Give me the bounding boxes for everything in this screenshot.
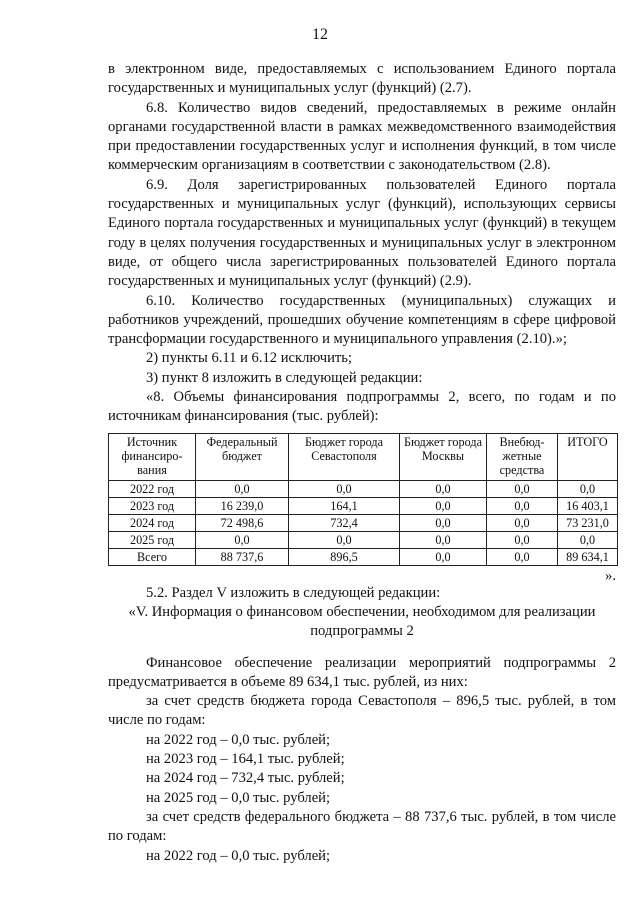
table-cell: 0,0: [196, 480, 289, 497]
table-cell: 0,0: [487, 497, 558, 514]
paragraph: в электронном виде, предоставляемых с использованием Единого портала государственных и муниципальных услуг (функций) (2.7).: [108, 61, 616, 97]
table-cell: 16 403,1: [558, 497, 618, 514]
table-cell: 0,0: [558, 531, 618, 548]
paragraph: за счет средств федерального бюджета – 88 737,6 тыс. рублей, в том числе по годам:: [108, 808, 616, 845]
year-item: на 2025 год – 0,0 тыс. рублей;: [146, 789, 331, 806]
table-cell: 0,0: [289, 531, 400, 548]
paragraph: 3) пункт 8 изложить в следующей редакции:: [146, 369, 423, 386]
year-item: на 2022 год – 0,0 тыс. рублей;: [146, 847, 331, 864]
table-cell: 73 231,0: [558, 514, 618, 531]
table-cell: 16 239,0: [196, 497, 289, 514]
paragraph: 2) пункты 6.11 и 6.12 исключить;: [146, 350, 352, 367]
table-row: [109, 531, 618, 548]
table-cell: 0,0: [400, 480, 487, 497]
table-closing-quote: ».: [605, 567, 616, 584]
table-cell: Всего: [109, 548, 196, 565]
table-cell: 896,5: [289, 548, 400, 565]
table-header-cell: Бюджет города Севастополя: [289, 433, 400, 480]
table-header-cell: Федеральный бюджет: [196, 433, 289, 480]
year-item: на 2022 год – 0,0 тыс. рублей;: [146, 731, 331, 748]
year-item: на 2023 год – 164,1 тыс. рублей;: [146, 751, 345, 768]
paragraph: «8. Объемы финансирования подпрограммы 2, всего, по годам и по источникам финансирования (тыс. рублей):: [108, 389, 616, 425]
financing-table: [108, 433, 618, 566]
table-cell: 0,0: [487, 480, 558, 497]
table-cell: 0,0: [558, 480, 618, 497]
year-item: на 2024 год – 732,4 тыс. рублей;: [146, 770, 345, 787]
table-cell: 2024 год: [109, 514, 196, 531]
table-row: [109, 514, 618, 531]
table-cell: 0,0: [487, 514, 558, 531]
paragraph: 6.9. Доля зарегистрированных пользователей Единого портала государственных и муниципальных услуг (функций), использующих сервисы Единого портала государственных и муниципальных услуг (функций) в текущем году в целях получения государственных и муниципальных услуг в электронном виде, от общего числа зарегистрированных пользователей Единого портала государственных и муниципальных услуг (функций) (2.9).: [108, 176, 616, 290]
table-cell: 0,0: [289, 480, 400, 497]
table-cell: 72 498,6: [196, 514, 289, 531]
table-header-cell: Внебюд-жетные средства: [487, 433, 558, 480]
table-cell: 732,4: [289, 514, 400, 531]
table-cell: 0,0: [196, 531, 289, 548]
table-row: [109, 548, 618, 565]
paragraph: Финансовое обеспечение реализации мероприятий подпрограммы 2 предусматривается в объеме 89 634,1 тыс. рублей, из них:: [108, 654, 616, 690]
table-cell: 89 634,1: [558, 548, 618, 565]
section-heading: «V. Информация о финансовом обеспечении, необходимом для реализации подпрограммы 2: [128, 603, 596, 640]
table-cell: 2023 год: [109, 497, 196, 514]
table-cell: 88 737,6: [196, 548, 289, 565]
page-number: 12: [312, 26, 328, 43]
table-cell: 0,0: [487, 548, 558, 565]
paragraph: 6.8. Количество видов сведений, предоставляемых в режиме онлайн органами государственной власти в рамках межведомственного взаимодействия при предоставлении государственных услуг и исполнения функций, в том числе коммерческим организациям в соответствии с законодательством (2.8).: [108, 99, 616, 174]
table-cell: 0,0: [400, 497, 487, 514]
table-row: [109, 497, 618, 514]
table-header-cell: Бюджет города Москвы: [400, 433, 487, 480]
table-header-cell: ИТОГО: [558, 433, 618, 480]
table-header-row: [109, 433, 618, 480]
table-cell: 2022 год: [109, 480, 196, 497]
table-cell: 164,1: [289, 497, 400, 514]
table-cell: 0,0: [487, 531, 558, 548]
paragraph: 6.10. Количество государственных (муниципальных) служащих и работников учреждений, прошедших обучение компетенциям в сфере цифровой трансформации государственного и муниципального управления (2.10).»;: [108, 292, 616, 348]
table-cell: 2025 год: [109, 531, 196, 548]
document-body: [108, 60, 616, 866]
section-line: 5.2. Раздел V изложить в следующей редакции:: [146, 584, 441, 601]
table-header-cell: Источник финансиро-вания: [109, 433, 196, 480]
table-cell: 0,0: [400, 514, 487, 531]
table-row: [109, 480, 618, 497]
paragraph: за счет средств бюджета города Севастополя – 896,5 тыс. рублей, в том числе по годам:: [108, 693, 616, 729]
table-cell: 0,0: [400, 531, 487, 548]
table-cell: 0,0: [400, 548, 487, 565]
